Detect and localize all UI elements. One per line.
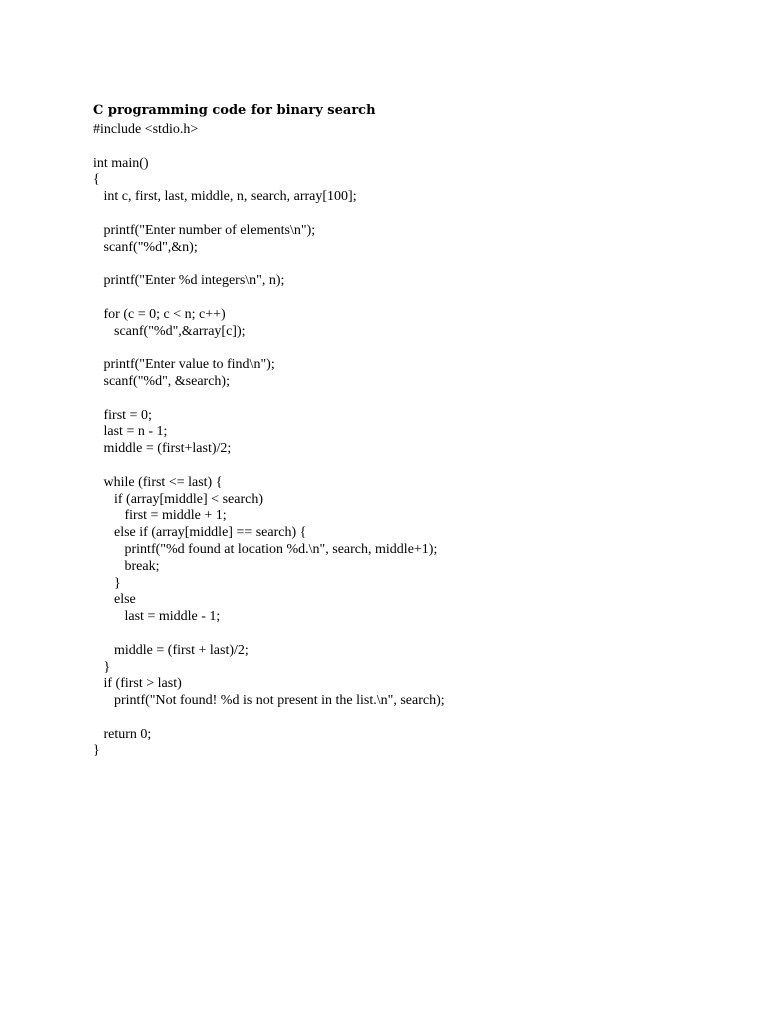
code-block	[93, 122, 445, 760]
code-line	[93, 710, 445, 727]
code-line: int c, first, last, middle, n, search, array[100];	[93, 189, 357, 205]
code-line: printf("Enter value to find\n");	[93, 357, 275, 373]
code-line	[93, 458, 445, 475]
code-line: if (array[middle] < search)	[93, 491, 263, 507]
code-line: }	[93, 575, 121, 591]
code-line: first = middle + 1;	[93, 508, 227, 524]
code-line: }	[93, 743, 100, 759]
code-line: }	[93, 659, 111, 675]
code-line: return 0;	[93, 726, 152, 742]
code-line	[93, 256, 445, 273]
code-line: #include <stdio.h>	[93, 122, 199, 137]
code-line: printf("%d found at location %d.\n", search, middle+1);	[93, 541, 438, 557]
code-line	[93, 391, 445, 408]
code-line: break;	[93, 558, 160, 574]
code-line: scanf("%d", &search);	[93, 373, 230, 389]
code-line: scanf("%d",&array[c]);	[93, 323, 246, 339]
code-line	[93, 139, 445, 156]
code-line: first = 0;	[93, 407, 152, 423]
code-line: int main()	[93, 155, 149, 171]
code-line: for (c = 0; c < n; c++)	[93, 306, 226, 322]
code-line	[93, 290, 445, 307]
code-line: last = middle - 1;	[93, 609, 221, 625]
code-line: middle = (first + last)/2;	[93, 642, 249, 658]
code-line: printf("Not found! %d is not present in the list.\n", search);	[93, 693, 445, 709]
code-line: scanf("%d",&n);	[93, 239, 198, 255]
code-line: while (first <= last) {	[93, 474, 223, 490]
document-title: C programming code for binary search	[93, 103, 376, 118]
code-line: {	[93, 172, 100, 188]
code-line: printf("Enter number of elements\n");	[93, 222, 316, 238]
code-line: else	[93, 592, 136, 608]
code-line: else if (array[middle] == search) {	[93, 525, 307, 541]
code-line	[93, 626, 445, 643]
code-line: printf("Enter %d integers\n", n);	[93, 273, 285, 289]
code-line: if (first > last)	[93, 676, 182, 692]
code-line	[93, 340, 445, 357]
code-line	[93, 206, 445, 223]
code-line: last = n - 1;	[93, 424, 168, 440]
code-line: middle = (first+last)/2;	[93, 441, 232, 457]
